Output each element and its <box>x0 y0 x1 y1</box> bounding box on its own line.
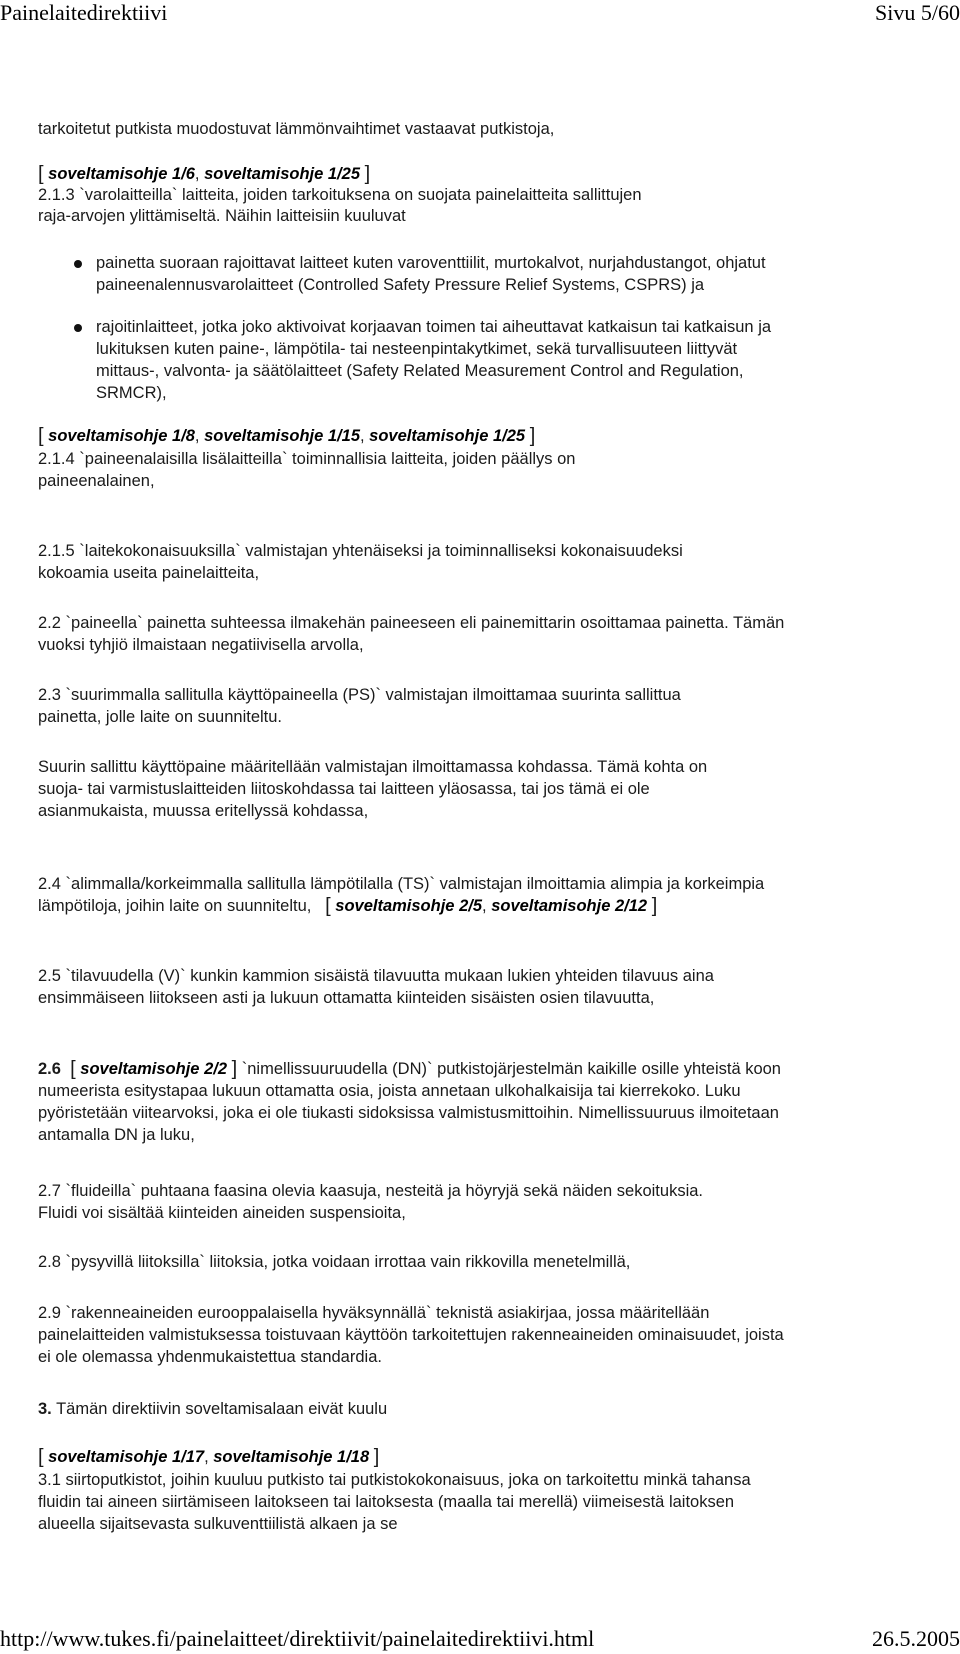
section-number: 2.6 <box>38 1060 61 1078</box>
document-title: Painelaitedirektiivi <box>0 0 168 25</box>
bracket-open: [ <box>325 895 331 917</box>
bracket-close: ] <box>373 1446 380 1468</box>
paragraph-2-3-detail: Suurin sallittu käyttöpaine määritellään valmistajan ilmoittamassa kohdassa. Tämä kohta on suoja- tai varmistuslaitteiden liitoskohdassa tai laitteen yläosassa, tai jos tämä ei ole asianmukaista, muussa eritellyssä kohdassa, <box>38 758 708 820</box>
reference-line-3: [ soveltamisohje 1/17, soveltamisohje 1/18 ] <box>38 1446 380 1468</box>
bullet-icon <box>74 260 82 268</box>
paragraph-2-4-text: 2.4 `alimmalla/korkeimmalla sallitulla lämpötilalla (TS)` valmistajan ilmoittamia alimpia ja korkeimpia lämpötiloja, joihin laite on suunniteltu, <box>38 875 765 915</box>
paragraph-2-6-text: `nimellissuuruudella (DN)` putkistojärjestelmän kaikille osille yhteistä koon numeerista esitystapaa lukuun ottamatta osia, joista annetaan ulkohalkaisija tai kierrekoko. Luku pyöristetään viitearvoksi, joka ei ole tiukasti sidoksissa valmistusmittoihin. Nimellissuuruus ilmoitetaan antamalla DN ja luku, <box>38 1060 781 1144</box>
list-item <box>96 252 796 316</box>
bracket-close: ] <box>231 1058 238 1080</box>
reference-link[interactable]: soveltamisohje 2/5 <box>335 897 483 915</box>
bullet-icon <box>74 324 82 332</box>
page-number: Sivu 5/60 <box>875 0 960 25</box>
paragraph-heat-exchangers: tarkoitetut putkista muodostuvat lämmönvaihtimet vastaavat putkistoja, <box>38 120 555 138</box>
bracket-close: ] <box>651 895 658 917</box>
paragraph-2-1-4: 2.1.4 `paineenalaisilla lisälaitteilla` toiminnallisia laitteita, joiden päällys on paineenalainen, <box>38 450 576 490</box>
reference-link[interactable]: soveltamisohje 1/8 <box>48 427 195 445</box>
reference-link[interactable]: soveltamisohje 1/17 <box>48 1448 205 1466</box>
paragraph-3-1: 3.1 siirtoputkistot, joihin kuuluu putkisto tai putkistokokonaisuus, joka on tarkoitettu minkä tahansa fluidin tai aineen siirtämiseen laitokseen tai laitoksesta (maalla tai merellä) viimeisestä laitoksen alueella sijaitsevasta sulkuventtiilistä alkaen ja se <box>38 1471 751 1533</box>
bracket-open: [ <box>38 163 44 185</box>
paragraph-2-9: 2.9 `rakenneaineiden eurooppalaisella hyväksynnällä` teknistä asiakirjaa, jossa määritellään painelaitteiden valmistuksessa toistuvaan käyttöön tarkoitettujen rakenneaineiden ominaisuudet, joista ei ole olemassa yhdenmukaistettua standardia. <box>38 1304 784 1366</box>
paragraph-2-7: 2.7 `fluideilla` puhtaana faasina olevia kaasuja, nesteitä ja höyryjä sekä näiden sekoituksia. Fluidi voi sisältää kiinteiden aineiden suspensioita, <box>38 1182 703 1222</box>
paragraph-2-1-3-line-1: 2.1.3 `varolaitteilla` laitteita, joiden tarkoituksena on suojata painelaitteita sallittujen <box>38 186 642 204</box>
print-date: 26.5.2005 <box>872 1626 960 1651</box>
paragraph-2-4: 2.4 `alimmalla/korkeimmalla sallitulla lämpötilalla (TS)` valmistajan ilmoittamia alimpia ja korkeimpia lämpötiloja, joihin laite on suunniteltu, [ soveltamisohje 2/5, soveltamisohje 2/12 ] <box>38 875 765 917</box>
reference-line-2: [ soveltamisohje 1/8, soveltamisohje 1/15, soveltamisohje 1/25 ] <box>38 425 536 447</box>
reference-link[interactable]: soveltamisohje 1/15 <box>204 427 360 445</box>
reference-link[interactable]: soveltamisohje 2/2 <box>80 1060 228 1078</box>
list-item <box>96 316 796 404</box>
bracket-open: [ <box>70 1058 76 1080</box>
reference-line-1: [ soveltamisohje 1/6, soveltamisohje 1/25 ] <box>38 163 371 185</box>
paragraph-2-1-5: 2.1.5 `laitekokonaisuuksilla` valmistajan yhtenäiseksi ja toiminnalliseksi kokonaisuudeksi kokoamia useita painelaitteita, <box>38 542 683 582</box>
paragraph-2-3: 2.3 `suurimmalla sallitulla käyttöpaineella (PS)` valmistajan ilmoittamaa suurinta sallittua painetta, jolle laite on suunniteltu. <box>38 686 681 726</box>
paragraph-2-2: 2.2 `paineella` painetta suhteessa ilmakehän paineeseen eli painemittarin osoittamaa painetta. Tämän vuoksi tyhjiö ilmaistaan negatiivisella arvolla, <box>38 614 785 654</box>
bracket-open: [ <box>38 1446 44 1468</box>
paragraph-3 <box>38 1398 888 1420</box>
bracket-close: ] <box>529 425 536 447</box>
paragraph-3-text: Tämän direktiivin soveltamisalaan eivät kuulu <box>56 1400 388 1418</box>
reference-link[interactable]: soveltamisohje 1/25 <box>204 165 360 183</box>
reference-link[interactable]: soveltamisohje 1/18 <box>213 1448 370 1466</box>
bracket-open: [ <box>38 425 44 447</box>
list-item-text: rajoitinlaitteet, jotka joko aktivoivat korjaavan toimen tai aiheuttavat katkaisun tai katkaisun ja lukituksen kuten paine-, lämpötila- tai nesteenpintakytkimet, sekä turvallisuuteen liittyvät mittaus-, valvonta- ja säätölaitteet (Safety Related Measurement Control and Regulation, SRMCR), <box>96 318 772 402</box>
section-number: 3. <box>38 1400 52 1418</box>
paragraph-2-8: 2.8 `pysyvillä liitoksilla` liitoksia, jotka voidaan irrottaa vain rikkovilla menetelmillä, <box>38 1253 631 1271</box>
reference-link[interactable]: soveltamisohje 1/6 <box>48 165 195 183</box>
reference-link[interactable]: soveltamisohje 2/12 <box>491 897 648 915</box>
list-item-text: painetta suoraan rajoittavat laitteet kuten varoventtiilit, murtokalvot, nurjahdustangot, ohjatut paineenalennusvarolaitteet (Controlled Safety Pressure Relief Systems, CSPRS) ja <box>96 254 766 294</box>
source-url-link[interactable]: http://www.tukes.fi/painelaitteet/direktiivit/painelaitedirektiivi.html <box>0 1626 595 1651</box>
safety-devices-list <box>96 252 796 404</box>
paragraph-2-1-3 <box>38 185 888 227</box>
bracket-close: ] <box>364 163 371 185</box>
paragraph-2-5: 2.5 `tilavuudella (V)` kunkin kammion sisäistä tilavuutta mukaan lukien yhteiden tilavuus aina ensimmäiseen liitokseen asti ja lukuun ottamatta kiinteiden sisäisten osien tilavuutta, <box>38 967 714 1007</box>
paragraph-2-6 <box>38 1058 788 1146</box>
reference-link[interactable]: soveltamisohje 1/25 <box>369 427 526 445</box>
paragraph-2-1-3-line-2: raja-arvojen ylittämiseltä. Näihin laitteisiin kuuluvat <box>38 207 406 225</box>
